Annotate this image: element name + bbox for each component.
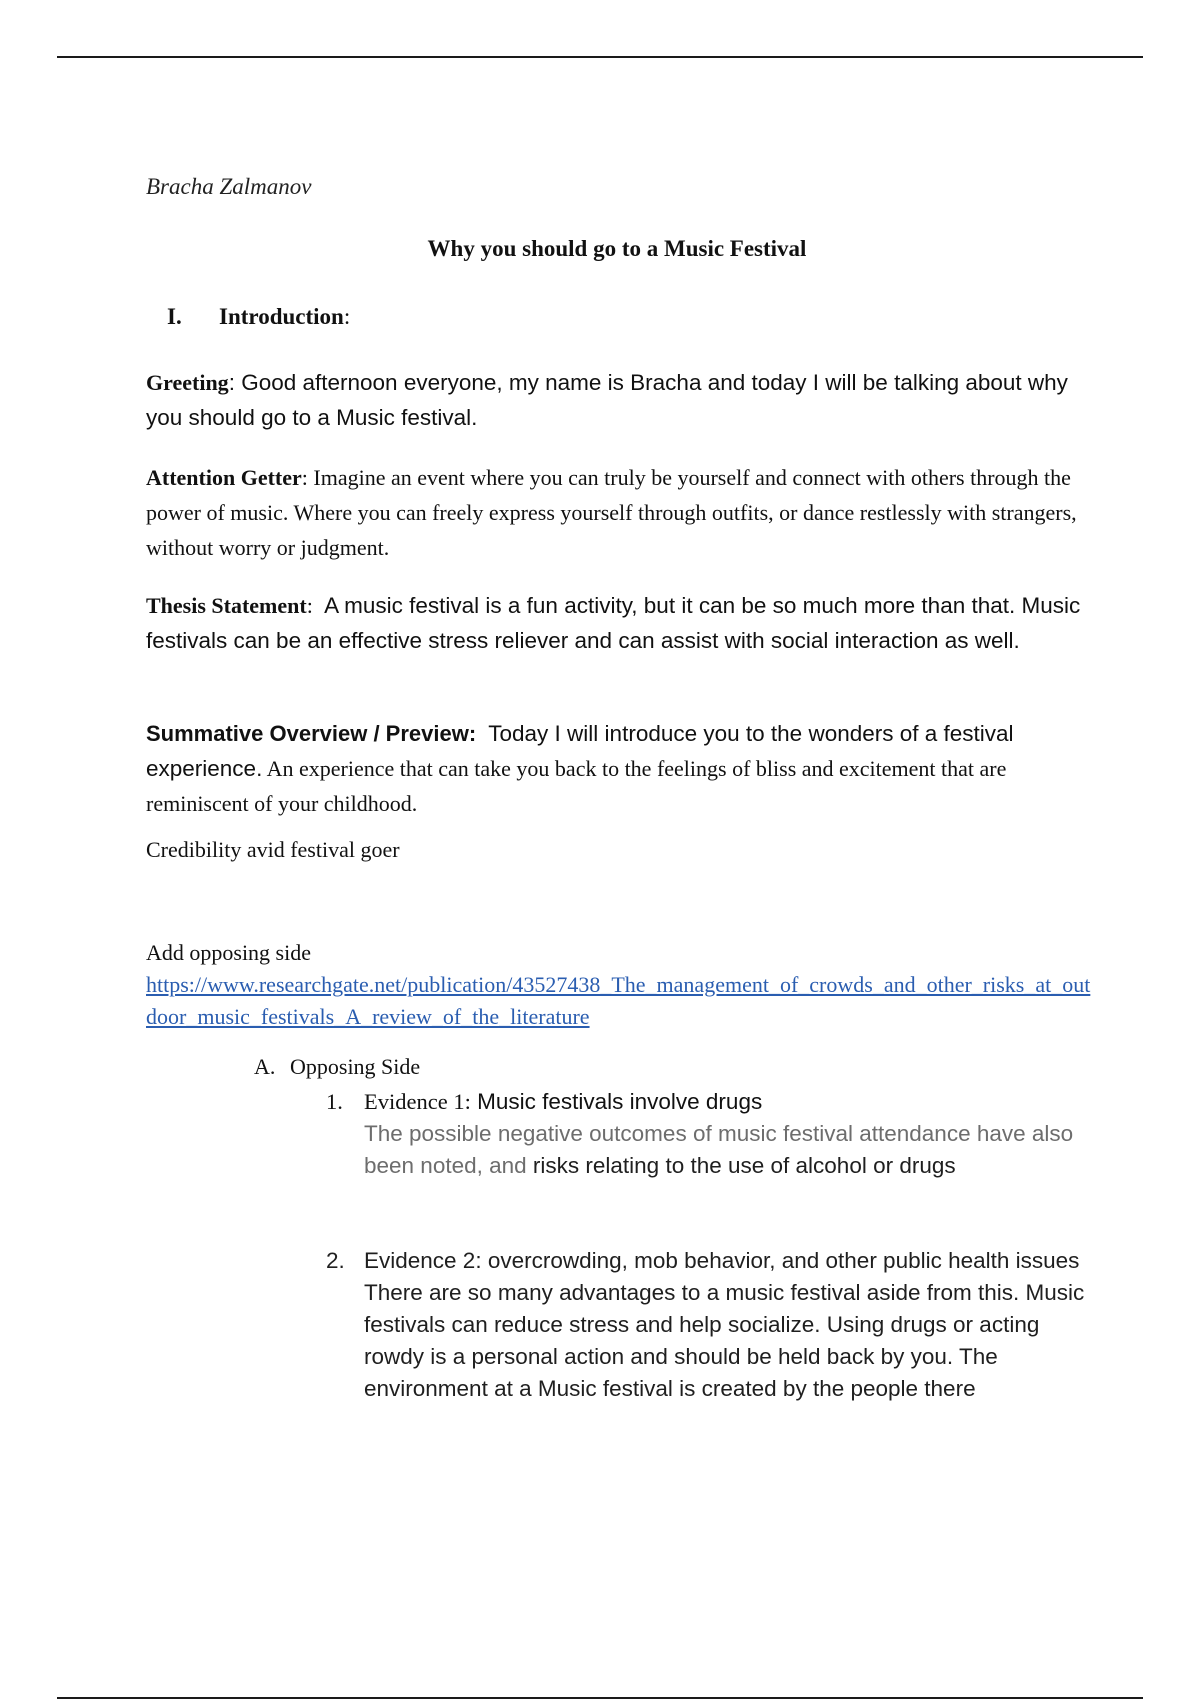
- evidence-1-detail: [364, 1118, 1104, 1182]
- evidence-2-marker: 2.: [326, 1248, 345, 1273]
- bottom-rule: [57, 1697, 1143, 1699]
- thesis-paragraph: [146, 590, 1106, 660]
- section-heading: [167, 304, 350, 330]
- evidence-2-detail: There are so many advantages to a music festival aside from this. Music festivals can reduce stress and help socialize. Using drugs or acting rowdy is a personal action and should be held back by you. The environment at a Music festival is created by the people there: [364, 1280, 1085, 1401]
- summative-label: Summative Overview / Preview:: [146, 721, 477, 746]
- summative-text-sans: Today I will introduce you to the wonders of a festival experience.: [146, 721, 1020, 781]
- greeting-label: Greeting: [146, 370, 229, 395]
- page-title: Why you should go to a Music Festival: [427, 236, 807, 261]
- author-name: Bracha Zalmanov: [146, 174, 312, 199]
- outline-a-label: Opposing Side: [290, 1054, 421, 1079]
- evidence-1-detail-light: The possible negative outcomes of music festival attendance have also been noted, and: [364, 1121, 1074, 1178]
- greeting-text: Good afternoon everyone, my name is Bracha and today I will be talking about why you should go to a Music festival.: [146, 370, 1068, 430]
- section-colon: :: [343, 304, 351, 329]
- greeting-paragraph: [146, 367, 1106, 437]
- outline-item-a: [254, 1054, 420, 1080]
- evidence-1-lead: Evidence 1:: [364, 1089, 471, 1114]
- attention-getter-separator: :: [301, 465, 308, 490]
- opposing-side-note: Add opposing side: [146, 940, 311, 965]
- section-label: Introduction: [219, 304, 344, 329]
- summative-text-serif: An experience that can take you back to the feelings of bliss and excitement that are reminiscent of your childhood.: [146, 756, 1007, 816]
- evidence-2-heading: Evidence 2: overcrowding, mob behavior, and other public health issues: [364, 1248, 1080, 1273]
- thesis-text: A music festival is a fun activity, but it can be so much more than that. Music festivals can be an effective stress reliever and can assist with social interaction as well.: [146, 593, 1087, 653]
- attention-getter-text: Imagine an event where you can truly be yourself and connect with others through the power of music. Where you can freely express yourself through outfits, or dance restlessly with strangers, without worry or judgment.: [146, 465, 1077, 560]
- greeting-separator: :: [228, 370, 235, 395]
- research-link[interactable]: https://www.researchgate.net/publication/43527438_The_management_of_crowds_and_other_risks_at_outdoor_music_festivals_A_review_of_the_literature: [146, 972, 1091, 1029]
- thesis-label: Thesis Statement: [146, 593, 307, 618]
- evidence-1-rest: Music festivals involve drugs: [470, 1089, 763, 1114]
- thesis-separator: :: [306, 593, 313, 618]
- evidence-1-detail-dark: risks relating to the use of alcohol or drugs: [532, 1153, 956, 1178]
- evidence-2-body: [364, 1245, 1104, 1405]
- evidence-1-marker: 1.: [326, 1089, 343, 1114]
- section-number: I.: [167, 304, 182, 329]
- outline-a-marker: A.: [254, 1054, 276, 1079]
- evidence-1-heading: [364, 1086, 1104, 1118]
- credibility-note: Credibility avid festival goer: [146, 837, 400, 862]
- attention-getter-paragraph: [146, 462, 1106, 567]
- attention-getter-label: Attention Getter: [146, 465, 302, 490]
- top-rule: [57, 56, 1143, 58]
- evidence-1-body: [364, 1086, 1104, 1182]
- summative-paragraph: [146, 718, 1106, 823]
